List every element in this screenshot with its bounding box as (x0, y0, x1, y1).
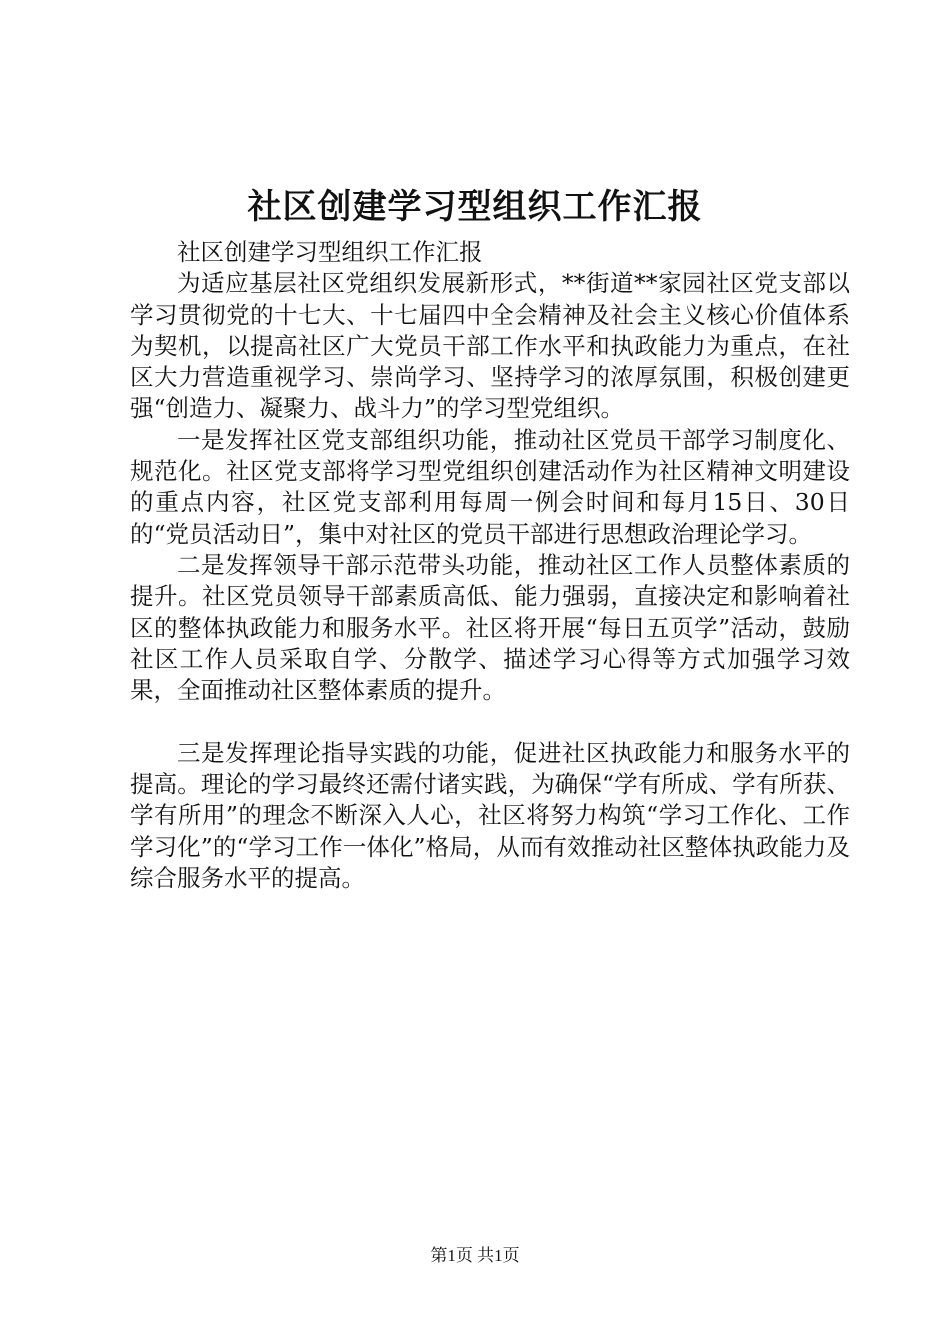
page-title: 社区创建学习型组织工作汇报 (247, 187, 703, 227)
point-one-paragraph: 一是发挥社区党支部组织功能，推动社区党员干部学习制度化、规范化。社区党支部将学习型党组织创建活动作为社区精神文明建设的重点内容，社区党支部利用每周一例会时间和每月15日、30日的“党员活动日”，集中对社区的党员干部进行思想政治理论学习。 (130, 425, 850, 548)
subtitle-paragraph: 社区创建学习型组织工作汇报 (177, 238, 483, 266)
intro-paragraph: 为适应基层社区党组织发展新形式，**街道**家园社区党支部以学习贯彻党的十七大、十七届四中全会精神及社会主义核心价值体系为契机，以提高社区广大党员干部工作水平和执政能力为重点，在社区大力营造重视学习、崇尚学习、坚持学习的浓厚氛围，积极创建更强“创造力、凝聚力、战斗力”的学习型党组织。 (130, 269, 850, 423)
document-body (130, 237, 850, 894)
point-three-paragraph: 三是发挥理论指导实践的功能，促进社区执政能力和服务水平的提高。理论的学习最终还需付诸实践，为确保“学有所成、学有所获、学有所用”的理念不断深入人心，社区将努力构筑“学习工作化、工作学习化”的“学习工作一体化”格局，从而有效推动社区整体执政能力及综合服务水平的提高。 (130, 738, 850, 892)
point-two-paragraph: 二是发挥领导干部示范带头功能，推动社区工作人员整体素质的提升。社区党员领导干部素质高低、能力强弱，直接决定和影响着社区的整体执政能力和服务水平。社区将开展“每日五页学”活动，鼓励社区工作人员采取自学、分散学、描述学习心得等方式加强学习效果，全面推动社区整体素质的提升。 (130, 550, 850, 705)
page-number: 第1页 共1页 (430, 1246, 520, 1265)
